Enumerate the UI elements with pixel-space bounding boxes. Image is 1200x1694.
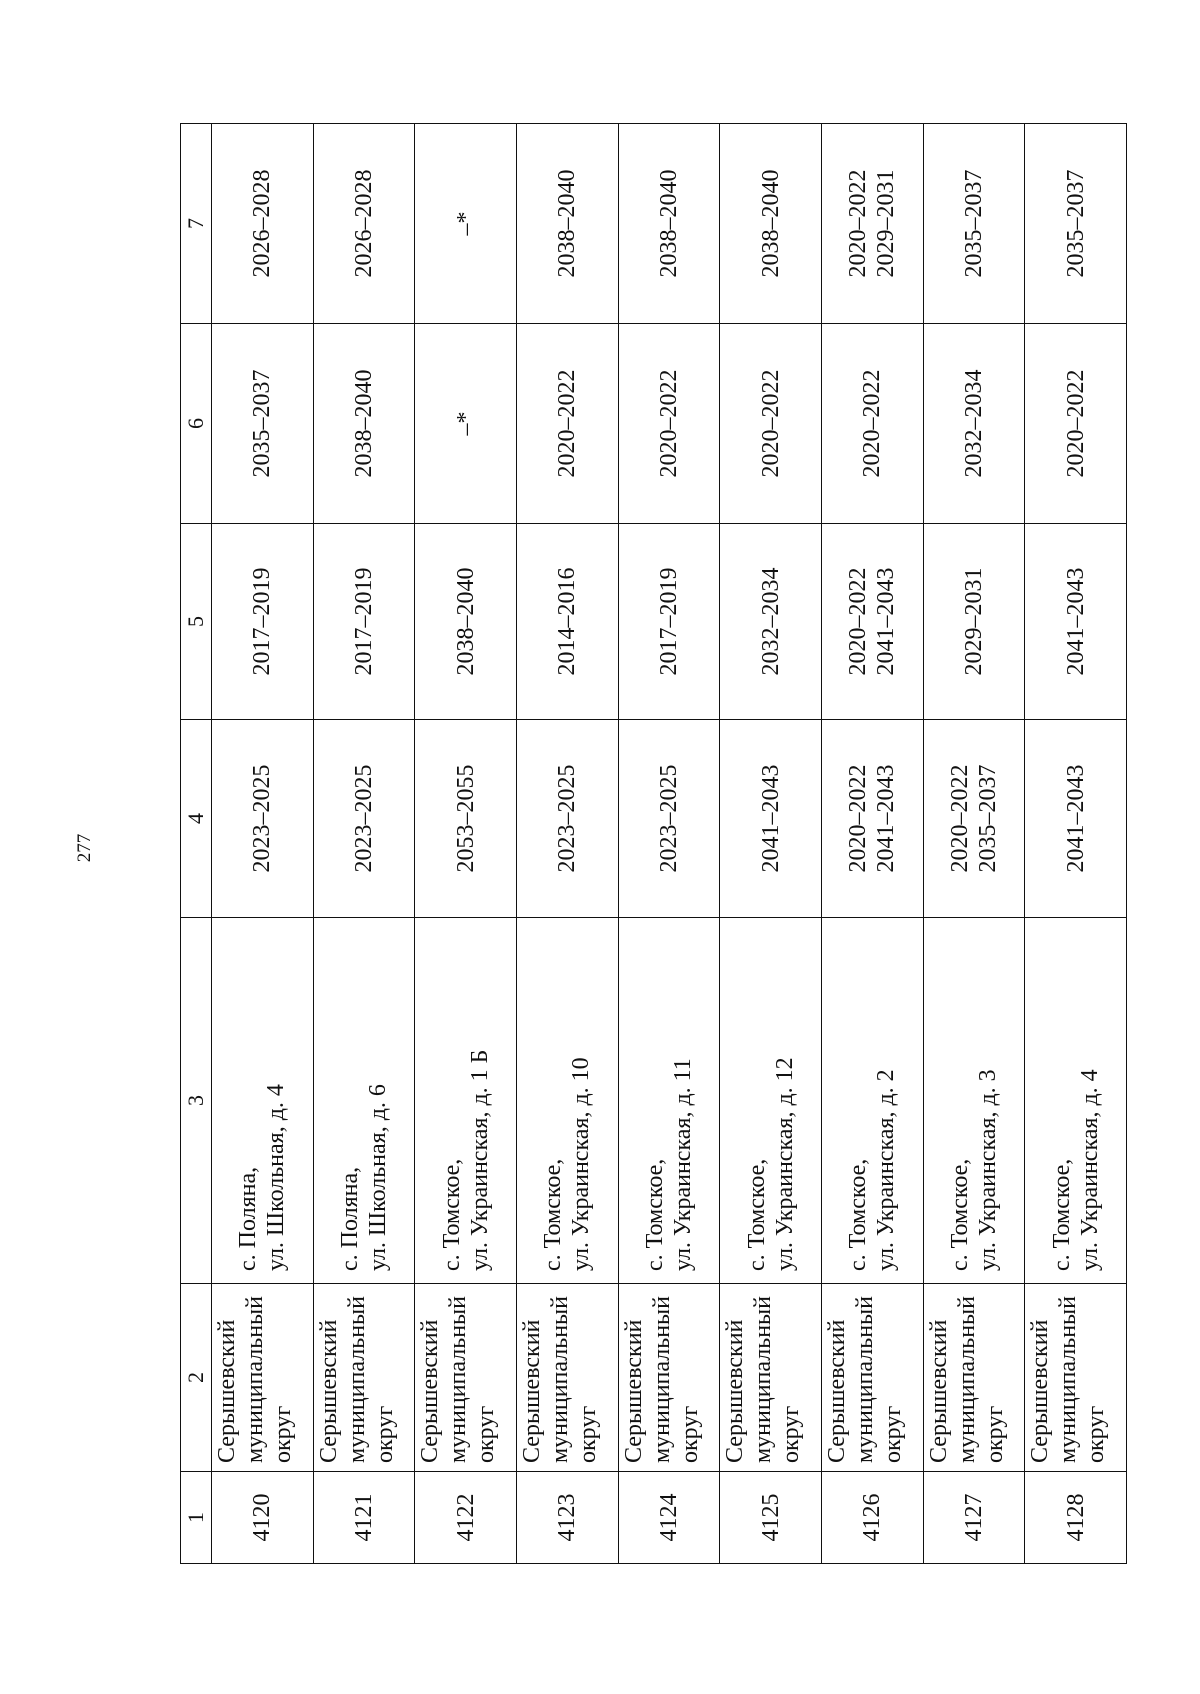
cell-col-6 <box>720 324 822 524</box>
cell-col-5-line: 2014–2016 <box>554 567 581 676</box>
cell-address-line: ул. Украинская, д. 1 Б <box>466 1049 493 1271</box>
cell-district-line: Серышевский <box>620 1319 647 1463</box>
cell-address <box>821 918 923 1284</box>
cell-col-5-line: 2041–2043 <box>1062 567 1089 676</box>
cell-district-line: Серышевский <box>214 1319 240 1463</box>
cell-address-line: ул. Украинская, д. 12 <box>771 1057 798 1271</box>
cell-district-line: округ <box>1083 1405 1110 1463</box>
cell-col-7-line: 2038–2040 <box>757 169 784 278</box>
cell-number: 4126 <box>821 1472 923 1564</box>
cell-col-5-line: 2017–2019 <box>350 567 377 676</box>
cell-col-7 <box>821 124 923 324</box>
cell-district <box>212 1284 314 1472</box>
cell-col-7-line: 2026–2028 <box>249 169 276 278</box>
cell-address <box>212 918 314 1284</box>
cell-col-5 <box>618 524 720 720</box>
cell-address <box>1025 918 1127 1284</box>
cell-address-line: с. Томское, <box>641 1158 668 1271</box>
cell-col-5-line: 2032–2034 <box>757 567 784 676</box>
cell-number: 4120 <box>212 1472 314 1564</box>
cell-col-7 <box>313 124 415 324</box>
landscape-page <box>180 124 1127 1564</box>
cell-number: 4121 <box>313 1472 415 1564</box>
cell-col-4-line: 2023–2025 <box>655 764 682 873</box>
cell-district <box>1025 1284 1127 1472</box>
cell-number: 4122 <box>415 1472 517 1564</box>
cell-col-7 <box>1025 124 1127 324</box>
cell-col-6 <box>821 324 923 524</box>
cell-district-line: муниципальный <box>750 1295 777 1463</box>
cell-district <box>720 1284 822 1472</box>
cell-address-line: ул. Украинская, д. 3 <box>974 1069 1001 1271</box>
cell-col-7-line: 2038–2040 <box>655 169 682 278</box>
cell-address <box>618 918 720 1284</box>
cell-address-line: с. Поляна, <box>235 1166 262 1271</box>
cell-address <box>516 918 618 1284</box>
cell-district-line: Серышевский <box>925 1319 952 1463</box>
cell-address-line: с. Томское, <box>438 1158 465 1271</box>
cell-number: 4124 <box>618 1472 720 1564</box>
cell-address-line: с. Томское, <box>540 1158 567 1271</box>
cell-col-6 <box>212 324 314 524</box>
table-row <box>516 124 618 1564</box>
cell-col-5-line: 2029–2031 <box>960 567 987 676</box>
page-number: 277 <box>74 833 95 863</box>
cell-district-line: округ <box>981 1405 1008 1463</box>
header-row <box>181 124 212 1564</box>
cell-number: 4128 <box>1025 1472 1127 1564</box>
cell-district-line: Серышевский <box>315 1319 342 1463</box>
cell-address-line: с. Томское, <box>845 1158 872 1271</box>
table-row <box>720 124 822 1564</box>
cell-col-7 <box>618 124 720 324</box>
cell-col-6 <box>313 324 415 524</box>
cell-col-6-line: 2020–2022 <box>757 369 784 478</box>
cell-col-4 <box>1025 720 1127 918</box>
cell-address-line: с. Томское, <box>743 1158 770 1271</box>
cell-district-line: муниципальный <box>1055 1295 1082 1463</box>
table-row <box>415 124 517 1564</box>
cell-number: 4127 <box>923 1472 1025 1564</box>
cell-address-line: с. Томское, <box>946 1158 973 1271</box>
col-header-1: 1 <box>181 1472 212 1564</box>
cell-district-line: Серышевский <box>722 1319 749 1463</box>
cell-district-line: муниципальный <box>953 1295 980 1463</box>
cell-col-4-line: 2035–2037 <box>974 764 1001 873</box>
cell-address-line: ул. Школьная, д. 6 <box>364 1084 391 1271</box>
cell-address-line: ул. Украинская, д. 11 <box>669 1058 696 1271</box>
cell-district-line: округ <box>575 1405 602 1463</box>
cell-col-7 <box>415 124 517 324</box>
cell-col-4-line: 2041–2043 <box>757 764 784 873</box>
cell-district <box>313 1284 415 1472</box>
cell-col-7 <box>923 124 1025 324</box>
cell-col-5-line: 2017–2019 <box>655 567 682 676</box>
cell-address <box>313 918 415 1284</box>
cell-district <box>923 1284 1025 1472</box>
cell-col-7 <box>212 124 314 324</box>
cell-district <box>415 1284 517 1472</box>
cell-district-line: округ <box>880 1405 907 1463</box>
table-row <box>1025 124 1127 1564</box>
cell-district <box>618 1284 720 1472</box>
cell-col-6-line: 2032–2034 <box>960 369 987 478</box>
cell-district-line: муниципальный <box>445 1295 472 1463</box>
cell-col-6-line: 2020–2022 <box>859 369 886 478</box>
cell-col-4 <box>923 720 1025 918</box>
cell-col-4 <box>516 720 618 918</box>
cell-col-5 <box>415 524 517 720</box>
cell-col-6 <box>516 324 618 524</box>
cell-col-4-line: 2020–2022 <box>845 764 872 873</box>
cell-col-4 <box>821 720 923 918</box>
cell-number: 4125 <box>720 1472 822 1564</box>
table-row <box>821 124 923 1564</box>
cell-col-7-line: 2035–2037 <box>1062 169 1089 278</box>
cell-district-line: округ <box>473 1405 500 1463</box>
cell-col-4 <box>618 720 720 918</box>
cell-col-7 <box>516 124 618 324</box>
cell-col-7-line: 2026–2028 <box>350 169 377 278</box>
cell-col-6 <box>923 324 1025 524</box>
cell-col-5-line: 2041–2043 <box>873 567 900 676</box>
cell-col-6 <box>618 324 720 524</box>
cell-col-4 <box>212 720 314 918</box>
cell-col-4 <box>720 720 822 918</box>
cell-col-7-line: 2038–2040 <box>554 169 581 278</box>
cell-district <box>516 1284 618 1472</box>
cell-district-line: округ <box>371 1405 398 1463</box>
cell-col-6-line: 2020–2022 <box>554 369 581 478</box>
cell-col-7-line: 2020–2022 <box>845 169 872 278</box>
cell-col-5 <box>313 524 415 720</box>
col-header-2: 2 <box>181 1284 212 1472</box>
cell-district-line: округ <box>778 1405 805 1463</box>
cell-district-line: Серышевский <box>823 1319 850 1463</box>
cell-address-line: ул. Украинская, д. 10 <box>568 1057 595 1271</box>
cell-col-4-line: 2053–2055 <box>452 764 479 873</box>
col-header-4: 4 <box>181 720 212 918</box>
cell-address <box>720 918 822 1284</box>
col-header-3: 3 <box>181 918 212 1284</box>
cell-district-line: муниципальный <box>852 1295 879 1463</box>
cell-col-5-line: 2038–2040 <box>452 567 479 676</box>
cell-col-7-line: 2029–2031 <box>873 169 900 278</box>
col-header-6: 6 <box>181 324 212 524</box>
data-table <box>180 123 1127 1564</box>
cell-address-line: с. Поляна, <box>336 1166 363 1271</box>
cell-address-line: ул. Украинская, д. 4 <box>1076 1069 1103 1271</box>
cell-address-line: ул. Украинская, д. 2 <box>873 1069 900 1271</box>
cell-col-5-line: 2020–2022 <box>845 567 872 676</box>
cell-number: 4123 <box>516 1472 618 1564</box>
cell-col-6-line: 2020–2022 <box>655 369 682 478</box>
table-body <box>212 124 1127 1564</box>
cell-col-4 <box>415 720 517 918</box>
cell-address <box>415 918 517 1284</box>
cell-col-4-line: 2023–2025 <box>554 764 581 873</box>
cell-col-4-line: 2023–2025 <box>350 764 377 873</box>
cell-district-line: округ <box>270 1405 297 1463</box>
table-row <box>618 124 720 1564</box>
cell-district-line: муниципальный <box>343 1295 370 1463</box>
cell-district-line: Серышевский <box>417 1319 444 1463</box>
cell-col-7 <box>720 124 822 324</box>
col-header-7: 7 <box>181 124 212 324</box>
cell-district-line: муниципальный <box>648 1295 675 1463</box>
cell-col-5 <box>720 524 822 720</box>
table-row <box>313 124 415 1564</box>
cell-district-line: округ <box>676 1405 703 1463</box>
cell-district-line: муниципальный <box>547 1295 574 1463</box>
cell-col-5 <box>516 524 618 720</box>
col-header-5: 5 <box>181 524 212 720</box>
cell-col-4 <box>313 720 415 918</box>
cell-district-line: муниципальный <box>242 1295 269 1463</box>
cell-district-line: Серышевский <box>518 1319 545 1463</box>
cell-col-4-line: 2023–2025 <box>249 764 276 873</box>
cell-col-6-line: –* <box>452 411 479 436</box>
cell-col-5 <box>923 524 1025 720</box>
cell-col-5 <box>212 524 314 720</box>
cell-col-5 <box>821 524 923 720</box>
cell-address-line: с. Томское, <box>1048 1158 1075 1271</box>
cell-col-4-line: 2041–2043 <box>1062 764 1089 873</box>
cell-col-6-line: 2020–2022 <box>1062 369 1089 478</box>
cell-address-line: ул. Школьная, д. 4 <box>263 1084 290 1271</box>
cell-district <box>821 1284 923 1472</box>
cell-col-7-line: –* <box>452 211 479 236</box>
cell-col-6-line: 2035–2037 <box>249 369 276 478</box>
cell-col-6-line: 2038–2040 <box>350 369 377 478</box>
cell-col-5-line: 2017–2019 <box>249 567 276 676</box>
cell-col-4-line: 2020–2022 <box>946 764 973 873</box>
cell-col-7-line: 2035–2037 <box>960 169 987 278</box>
cell-col-6 <box>1025 324 1127 524</box>
cell-col-4-line: 2041–2043 <box>873 764 900 873</box>
table-row <box>212 124 314 1564</box>
cell-col-6 <box>415 324 517 524</box>
table-row <box>923 124 1025 1564</box>
cell-col-5 <box>1025 524 1127 720</box>
cell-district-line: Серышевский <box>1027 1319 1054 1463</box>
cell-address <box>923 918 1025 1284</box>
